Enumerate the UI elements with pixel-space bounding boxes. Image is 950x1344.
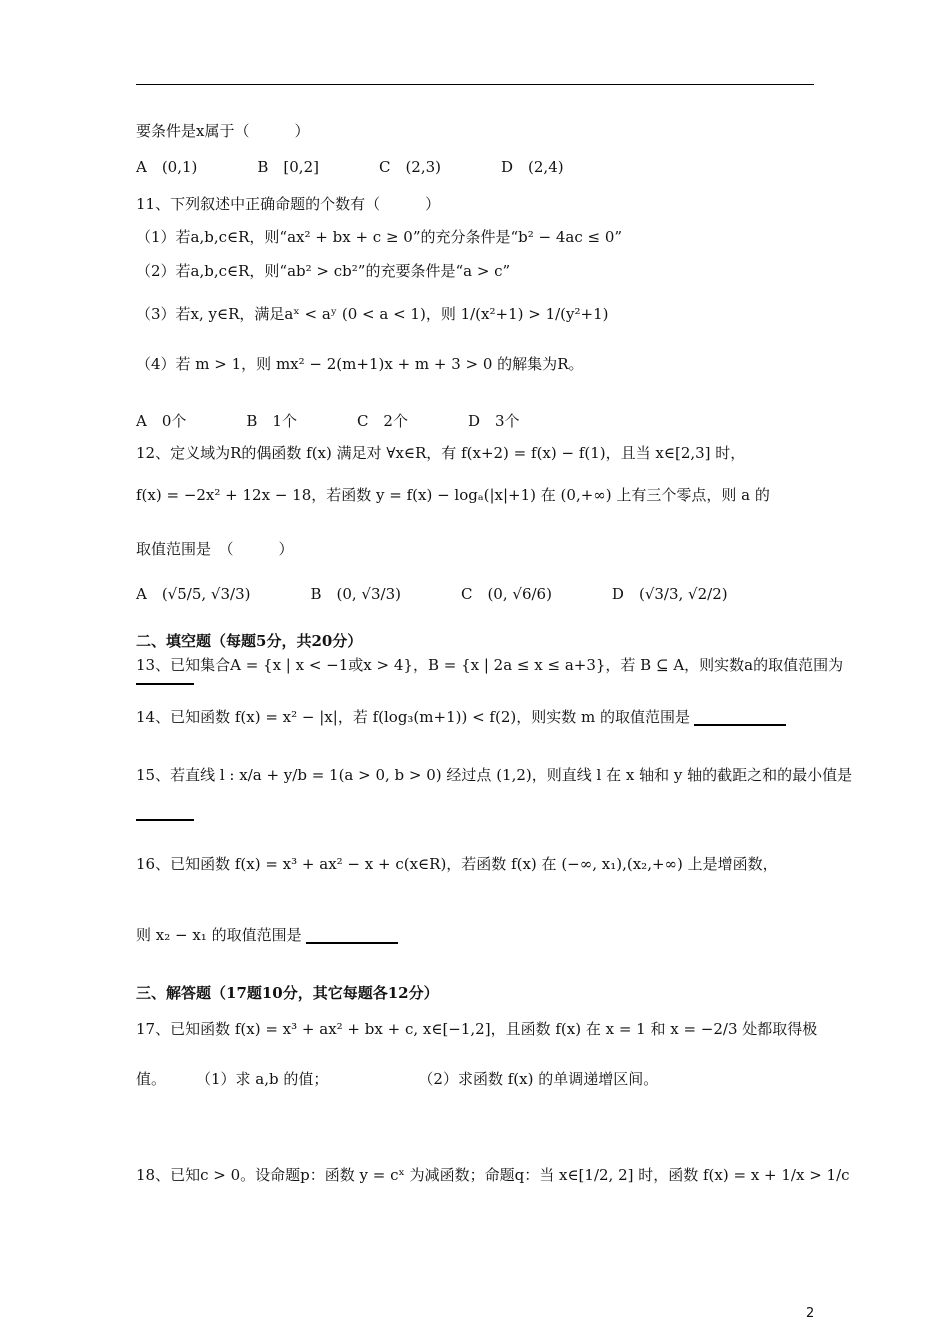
q12-stem-line1: 12、定义域为R的偶函数 f(x) 满足对 ∀x∈R，有 f(x+2) = f(x) − f(1)，且当 x∈[2,3] 时，	[136, 444, 746, 462]
q10-tail: 要条件是x属于（ ）	[136, 122, 310, 140]
section-3-heading: 三、解答题（17题10分，其它每题各12分）	[136, 984, 439, 1002]
q16-text: 则 x₂ − x₁ 的取值范围是	[136, 926, 302, 944]
q11-statement-1: （1）若a,b,c∈R，则“ax² + bx + c ≥ 0”的充分条件是“b² − 4ac ≤ 0”	[136, 228, 623, 246]
q15-stem: 15、若直线 l : x/a + y/b = 1(a > 0, b > 0) 经过点 (1,2)，则直线 l 在 x 轴和 y 轴的截距之和的最小值是	[136, 766, 853, 784]
q14-stem	[136, 708, 786, 726]
q16-answer-blank	[306, 941, 398, 944]
q11-statement-2: （2）若a,b,c∈R，则“ab² > cb²”的充要条件是“a > c”	[136, 262, 511, 280]
q10-options: A (0,1) B [0,2] C (2,3) D (2,4)	[136, 158, 564, 176]
q11-options: A 0个 B 1个 C 2个 D 3个	[136, 412, 520, 430]
q17-parts: 值。 （1）求 a,b 的值； （2）求函数 f(x) 的单调递增区间。	[136, 1070, 659, 1088]
q18-stem: 18、已知c > 0。设命题p：函数 y = cˣ 为减函数；命题q：当 x∈[1/2, 2] 时，函数 f(x) = x + 1/x > 1/c	[136, 1166, 850, 1184]
header-rule	[136, 84, 814, 85]
q13-answer-blank	[136, 682, 194, 685]
q11-statement-4: （4）若 m > 1，则 mx² − 2(m+1)x + m + 3 > 0 的解集为R。	[136, 355, 584, 373]
q14-text: 14、已知函数 f(x) = x² − |x|，若 f(log₃(m+1)) < f(2)，则实数 m 的取值范围是	[136, 708, 690, 726]
q12-options: A (√5/5, √3/3) B (0, √3/3) C (0, √6/6) D (√3/3, √2/2)	[136, 585, 728, 603]
q16-stem: 16、已知函数 f(x) = x³ + ax² − x + c(x∈R)，若函数 f(x) 在 (−∞, x₁),(x₂,+∞) 上是增函数，	[136, 855, 778, 873]
q11-statement-3: （3）若x, y∈R，满足aˣ < aʸ (0 < a < 1)，则 1/(x²+1) > 1/(y²+1)	[136, 305, 609, 323]
section-2-heading: 二、填空题（每题5分，共20分）	[136, 632, 363, 650]
q14-answer-blank	[694, 723, 786, 726]
q12-stem-line3: 取值范围是 （ ）	[136, 540, 294, 558]
q16-stem-line2	[136, 926, 398, 944]
q15-answer-blank	[136, 818, 194, 821]
q17-stem: 17、已知函数 f(x) = x³ + ax² + bx + c, x∈[−1,2]，且函数 f(x) 在 x = 1 和 x = −2/3 处都取得极	[136, 1020, 818, 1038]
q12-stem-line2: f(x) = −2x² + 12x − 18，若函数 y = f(x) − logₐ(|x|+1) 在 (0,+∞) 上有三个零点，则 a 的	[136, 486, 770, 504]
q11-stem: 11、下列叙述中正确命题的个数有（ ）	[136, 195, 441, 213]
page-number: 2	[806, 1306, 815, 1321]
q13-stem: 13、已知集合A = {x | x < −1或x > 4}，B = {x | 2a ≤ x ≤ a+3}，若 B ⊆ A，则实数a的取值范围为	[136, 656, 844, 674]
